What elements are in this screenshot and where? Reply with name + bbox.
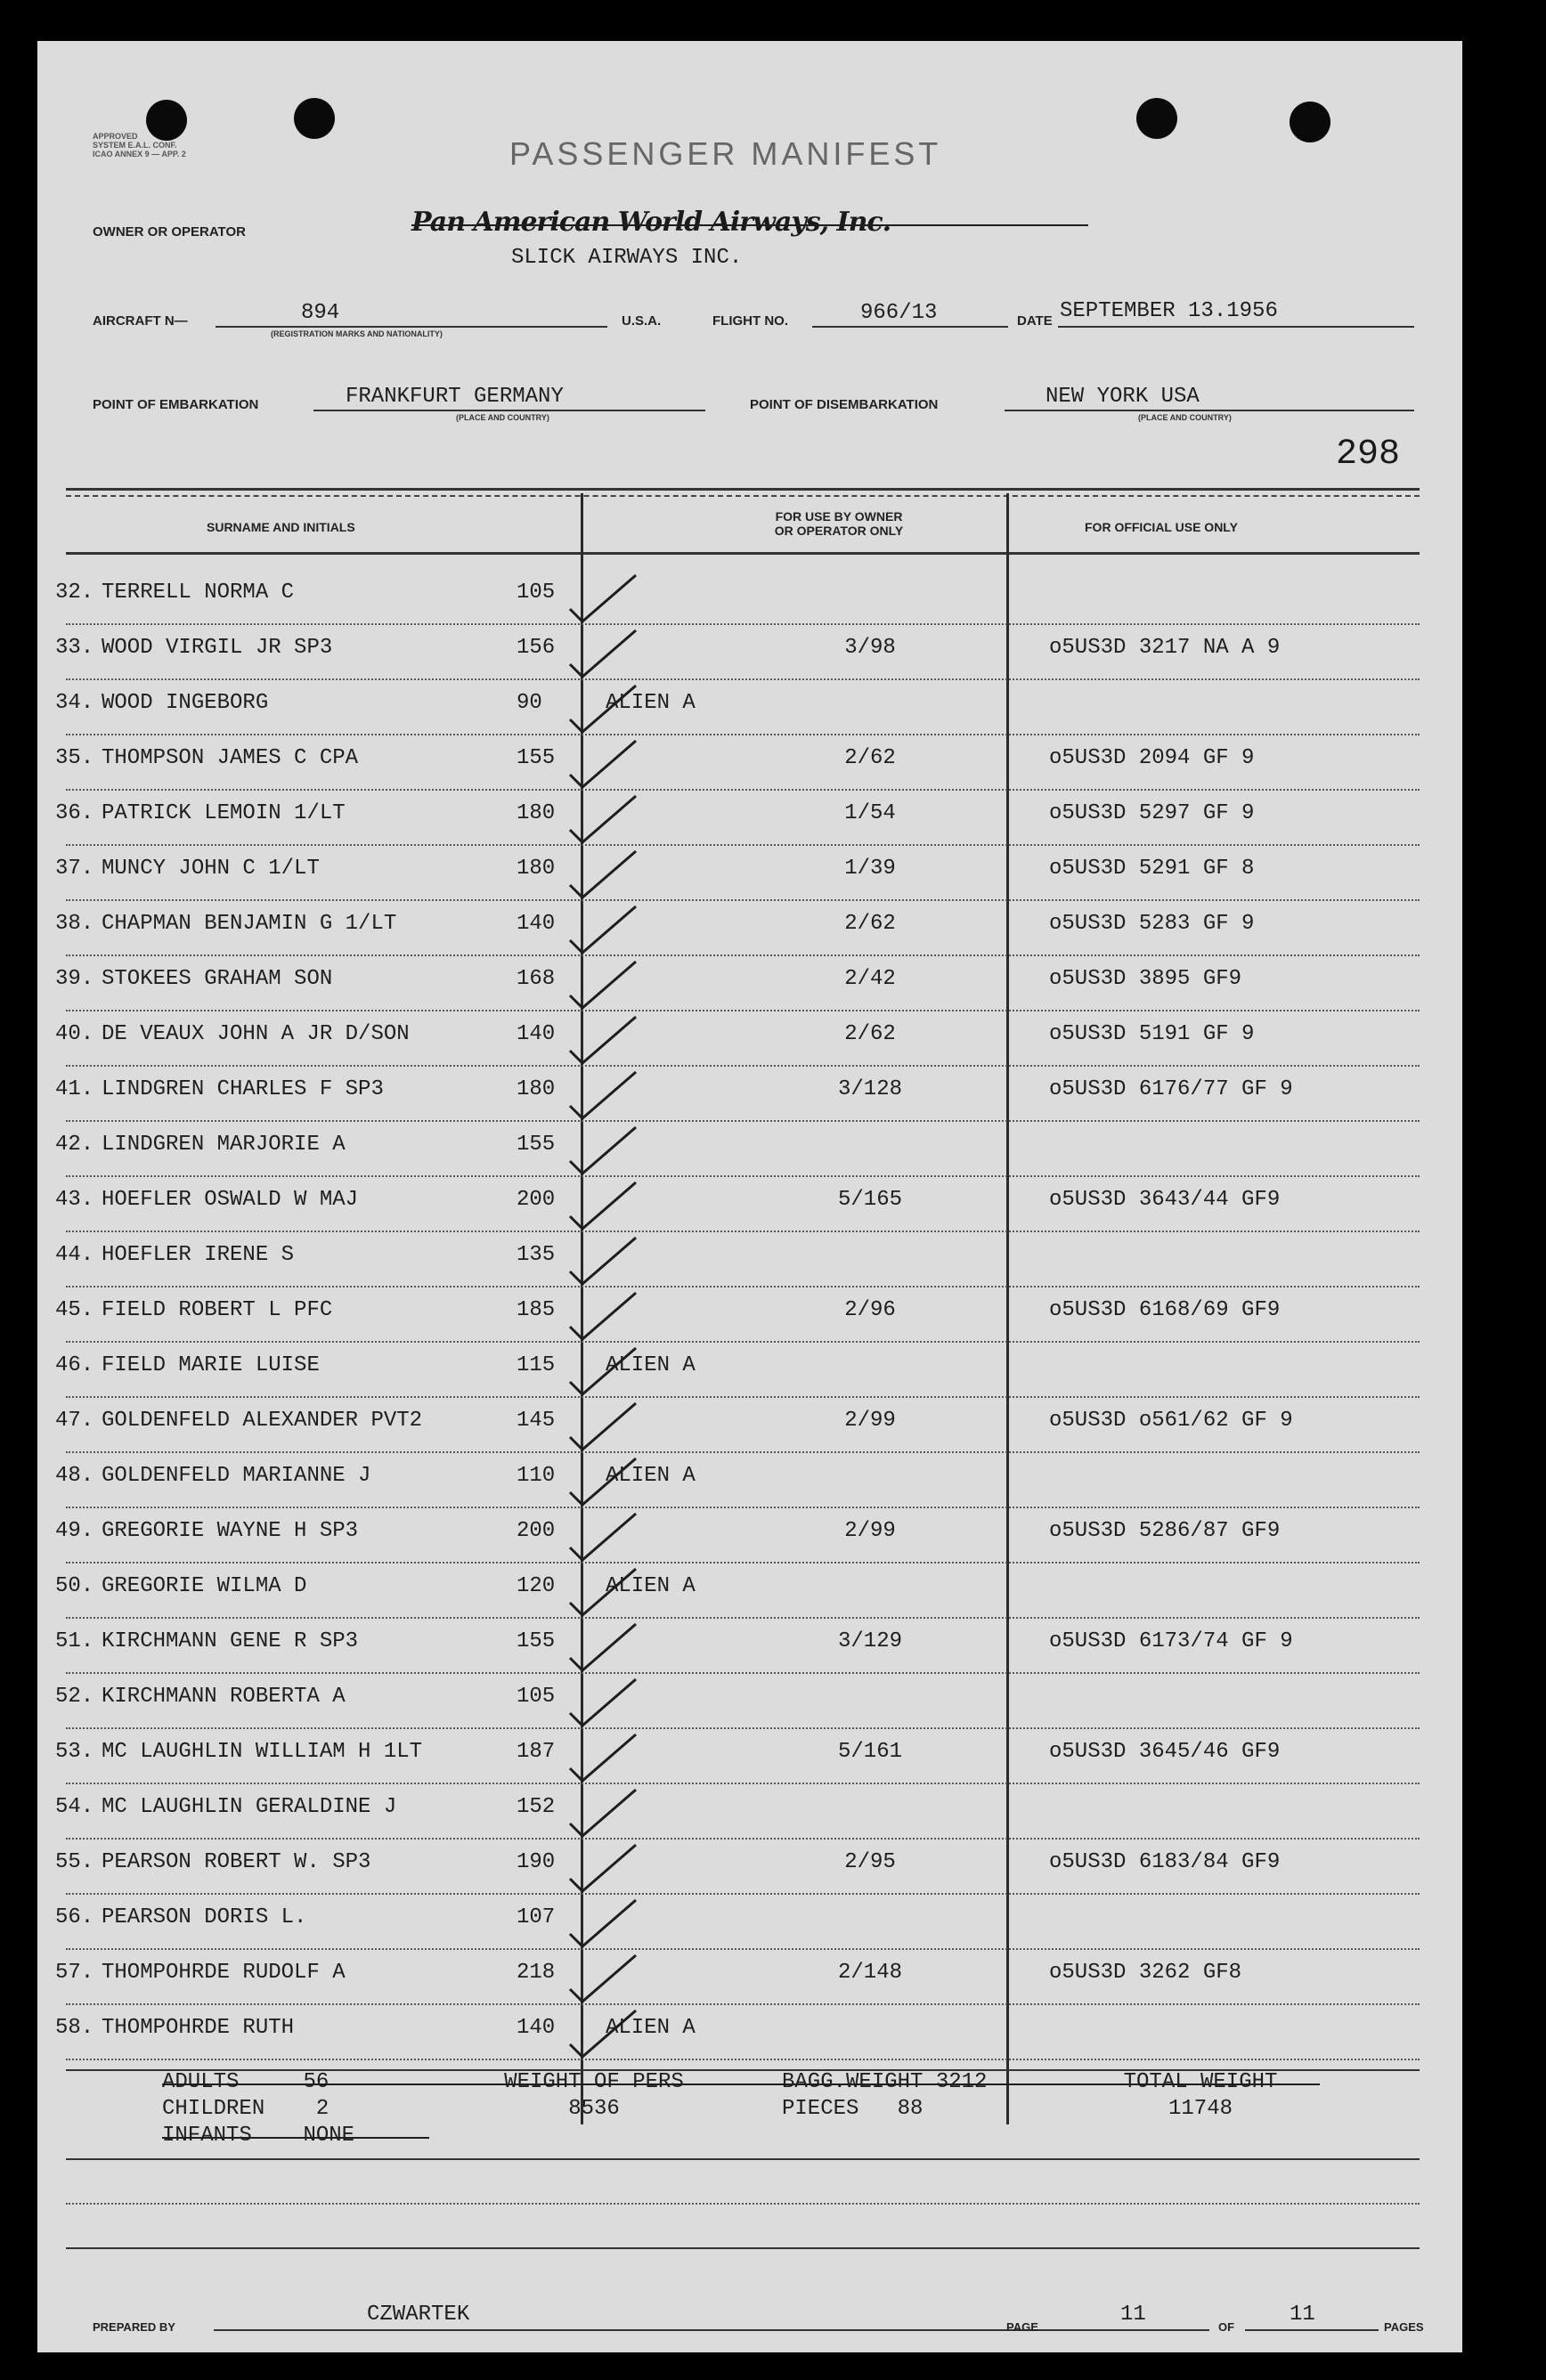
official-use-value: o5US3D 6168/69 GF9 bbox=[1049, 1298, 1281, 1322]
alien-note: ALIEN A bbox=[606, 691, 696, 715]
adults-value: 56 bbox=[303, 2070, 330, 2094]
prepared-label: PREPARED BY bbox=[93, 2320, 175, 2334]
approval-line: SYSTEM E.A.L. CONF. bbox=[93, 141, 177, 150]
check-mark-icon bbox=[563, 1950, 652, 2003]
check-mark-icon bbox=[563, 2005, 652, 2059]
passenger-weight: 155 bbox=[517, 1133, 556, 1157]
row-number: 57. bbox=[55, 1961, 94, 1985]
approval-line: APPROVED bbox=[93, 132, 138, 141]
official-use-value: o5US3D 5191 GF 9 bbox=[1049, 1022, 1255, 1046]
owner-use-value: 2/99 bbox=[844, 1519, 896, 1543]
passenger-weight: 180 bbox=[517, 1077, 556, 1101]
alien-note: ALIEN A bbox=[606, 1464, 696, 1488]
passenger-row bbox=[37, 2005, 1462, 2060]
aircraft-value: 894 bbox=[301, 301, 340, 325]
bagg-line bbox=[782, 2069, 987, 2096]
total-weight-label: TOTAL WEIGHT bbox=[1123, 2070, 1278, 2094]
row-number: 33. bbox=[55, 636, 94, 660]
check-mark-icon bbox=[563, 625, 652, 678]
check-mark-icon bbox=[563, 846, 652, 899]
passenger-name: KIRCHMANN ROBERTA A bbox=[102, 1685, 346, 1709]
passenger-row bbox=[37, 1508, 1462, 1564]
approval-line: ICAO ANNEX 9 — APP. 2 bbox=[93, 150, 186, 158]
passenger-name: WOOD INGEBORG bbox=[102, 691, 269, 715]
blank-line bbox=[66, 2203, 1420, 2205]
total-weight-value: 11748 bbox=[1168, 2097, 1233, 2121]
page-underline bbox=[1049, 2329, 1209, 2331]
row-number: 50. bbox=[55, 1574, 94, 1598]
passenger-weight: 115 bbox=[517, 1353, 556, 1377]
row-number: 36. bbox=[55, 801, 94, 825]
check-mark-icon bbox=[563, 1343, 652, 1396]
row-number: 56. bbox=[55, 1905, 94, 1929]
passenger-name: STOKEES GRAHAM SON bbox=[102, 967, 333, 991]
passenger-name: THOMPSON JAMES C CPA bbox=[102, 746, 359, 770]
of-value: 11 bbox=[1290, 2303, 1315, 2327]
check-mark-icon bbox=[563, 1729, 652, 1783]
form-title: PASSENGER MANIFEST bbox=[509, 135, 942, 172]
passenger-weight: 140 bbox=[517, 1022, 556, 1046]
row-rule bbox=[66, 2059, 1420, 2060]
infants-line bbox=[162, 2123, 354, 2149]
owner-use-value: 2/62 bbox=[844, 746, 896, 770]
owner-use-value: 2/62 bbox=[844, 912, 896, 936]
passenger-row bbox=[37, 1177, 1462, 1232]
check-mark-icon bbox=[563, 1619, 652, 1672]
total-weight bbox=[1103, 2069, 1298, 2123]
passenger-name: PEARSON ROBERT W. SP3 bbox=[102, 1850, 371, 1874]
owner-use-value: 1/39 bbox=[844, 857, 896, 881]
passenger-name: PEARSON DORIS L. bbox=[102, 1905, 307, 1929]
passenger-row bbox=[37, 901, 1462, 956]
owner-use-value: 2/62 bbox=[844, 1022, 896, 1046]
check-mark-icon bbox=[563, 1674, 652, 1727]
passenger-name: GREGORIE WILMA D bbox=[102, 1574, 307, 1598]
flight-underline bbox=[812, 326, 1008, 328]
owner-use-value: 2/96 bbox=[844, 1298, 896, 1322]
passenger-row bbox=[37, 846, 1462, 901]
official-use-value: o5US3D 2094 GF 9 bbox=[1049, 746, 1255, 770]
alien-note: ALIEN A bbox=[606, 2016, 696, 2040]
owner-value: SLICK AIRWAYS INC. bbox=[511, 246, 743, 270]
owner-use-value: 2/99 bbox=[844, 1409, 896, 1433]
passenger-row bbox=[37, 1674, 1462, 1729]
passenger-name: FIELD MARIE LUISE bbox=[102, 1353, 320, 1377]
official-use-value: o5US3D 6173/74 GF 9 bbox=[1049, 1629, 1293, 1653]
passenger-row bbox=[37, 1729, 1462, 1784]
totals-bottom-rule bbox=[66, 2158, 1420, 2160]
passenger-weight: 180 bbox=[517, 801, 556, 825]
column-owner-use-line: OR OPERATOR ONLY bbox=[774, 524, 904, 538]
check-mark-icon bbox=[563, 1232, 652, 1286]
passenger-name: KIRCHMANN GENE R SP3 bbox=[102, 1629, 359, 1653]
embark-label: POINT OF EMBARKATION bbox=[93, 397, 259, 412]
passenger-name: FIELD ROBERT L PFC bbox=[102, 1298, 333, 1322]
passenger-name: THOMPOHRDE RUTH bbox=[102, 2016, 295, 2040]
check-mark-icon bbox=[563, 791, 652, 844]
passenger-row bbox=[37, 956, 1462, 1011]
pieces-line bbox=[782, 2096, 987, 2123]
check-mark-icon bbox=[563, 680, 652, 734]
passenger-weight: 140 bbox=[517, 912, 556, 936]
passenger-row bbox=[37, 1619, 1462, 1674]
row-number: 55. bbox=[55, 1850, 94, 1874]
owner-use-value: 5/161 bbox=[837, 1740, 902, 1764]
aircraft-sub: (REGISTRATION MARKS AND NATIONALITY) bbox=[271, 329, 443, 338]
owner-strike-line bbox=[411, 224, 1088, 226]
disembark-sub: (PLACE AND COUNTRY) bbox=[1138, 413, 1232, 422]
adults-line bbox=[162, 2069, 354, 2096]
baggage-totals bbox=[782, 2069, 987, 2123]
passenger-weight: 156 bbox=[517, 636, 556, 660]
passenger-weight: 105 bbox=[517, 581, 556, 605]
check-mark-icon bbox=[563, 1177, 652, 1231]
check-mark-icon bbox=[563, 1564, 652, 1617]
official-use-value: o5US3D 6176/77 GF 9 bbox=[1049, 1077, 1293, 1101]
check-mark-icon bbox=[563, 1067, 652, 1120]
passenger-row bbox=[37, 1840, 1462, 1895]
check-mark-icon bbox=[563, 1453, 652, 1507]
passenger-row bbox=[37, 1011, 1462, 1067]
passenger-row bbox=[37, 791, 1462, 846]
passenger-weight: 155 bbox=[517, 746, 556, 770]
passenger-row bbox=[37, 1564, 1462, 1619]
prepared-value: CZWARTEK bbox=[367, 2303, 470, 2327]
passenger-weight: 200 bbox=[517, 1188, 556, 1212]
check-mark-icon bbox=[563, 570, 652, 623]
check-mark-icon bbox=[563, 1508, 652, 1562]
passenger-name: LINDGREN MARJORIE A bbox=[102, 1133, 346, 1157]
row-number: 41. bbox=[55, 1077, 94, 1101]
official-use-value: o5US3D o561/62 GF 9 bbox=[1049, 1409, 1293, 1433]
passenger-name: WOOD VIRGIL JR SP3 bbox=[102, 636, 333, 660]
aircraft-label: AIRCRAFT N— bbox=[93, 313, 188, 329]
embark-value: FRANKFURT GERMANY bbox=[346, 385, 564, 409]
official-use-value: o5US3D 5291 GF 8 bbox=[1049, 857, 1255, 881]
totals-strike-line bbox=[162, 2137, 429, 2139]
check-mark-icon bbox=[563, 1011, 652, 1065]
flight-value: 966/13 bbox=[860, 301, 938, 325]
row-number: 39. bbox=[55, 967, 94, 991]
passenger-row bbox=[37, 1232, 1462, 1287]
infants-value: NONE bbox=[303, 2124, 355, 2148]
passenger-name: HOEFLER IRENE S bbox=[102, 1243, 295, 1267]
owner-use-value: 3/129 bbox=[837, 1629, 902, 1653]
disembark-underline bbox=[1005, 410, 1414, 411]
column-owner-use-line: FOR USE BY OWNER bbox=[775, 509, 903, 524]
of-underline bbox=[1245, 2329, 1379, 2331]
check-mark-icon bbox=[563, 1840, 652, 1893]
column-owner-use bbox=[670, 509, 1008, 538]
row-number: 42. bbox=[55, 1133, 94, 1157]
column-official: FOR OFFICIAL USE ONLY bbox=[1085, 520, 1238, 534]
passenger-name: GREGORIE WAYNE H SP3 bbox=[102, 1519, 359, 1543]
weight-pers-label: WEIGHT OF PERS bbox=[504, 2070, 684, 2094]
children-label: CHILDREN bbox=[162, 2097, 265, 2121]
passenger-weight: 218 bbox=[517, 1961, 556, 1985]
owner-use-value: 2/42 bbox=[844, 967, 896, 991]
totals-strike-line bbox=[162, 2084, 1320, 2085]
passenger-row bbox=[37, 1398, 1462, 1453]
check-mark-icon bbox=[563, 1287, 652, 1341]
official-use-value: o5US3D 5286/87 GF9 bbox=[1049, 1519, 1281, 1543]
check-mark-icon bbox=[563, 1784, 652, 1838]
official-use-value: o5US3D 5283 GF 9 bbox=[1049, 912, 1255, 936]
passenger-name: GOLDENFELD MARIANNE J bbox=[102, 1464, 371, 1488]
pieces-value: 88 bbox=[897, 2097, 924, 2121]
passenger-row bbox=[37, 1287, 1462, 1343]
passenger-list bbox=[37, 570, 1462, 2060]
passenger-name: GOLDENFELD ALEXANDER PVT2 bbox=[102, 1409, 423, 1433]
check-mark-icon bbox=[563, 1398, 652, 1451]
passenger-weight: 152 bbox=[517, 1795, 556, 1819]
bagg-label: BAGG.WEIGHT bbox=[782, 2070, 924, 2094]
disembark-value: NEW YORK USA bbox=[1046, 385, 1200, 409]
passenger-name: LINDGREN CHARLES F SP3 bbox=[102, 1077, 384, 1101]
table-top-rule bbox=[66, 488, 1420, 491]
passenger-row bbox=[37, 735, 1462, 791]
row-number: 43. bbox=[55, 1188, 94, 1212]
passenger-weight: 168 bbox=[517, 967, 556, 991]
official-use-value: o5US3D 3262 GF8 bbox=[1049, 1961, 1242, 1985]
alien-note: ALIEN A bbox=[606, 1353, 696, 1377]
owner-struck-name: Pan American World Airways, Inc. bbox=[411, 207, 891, 238]
passenger-weight: 90 bbox=[517, 691, 542, 715]
of-label: OF bbox=[1218, 2320, 1235, 2334]
passenger-name: DE VEAUX JOHN A JR D/SON bbox=[102, 1022, 410, 1046]
passenger-row bbox=[37, 1895, 1462, 1950]
row-number: 58. bbox=[55, 2016, 94, 2040]
page-label: PAGE bbox=[1006, 2320, 1038, 2334]
page-value: 11 bbox=[1120, 2303, 1146, 2327]
passenger-name: MC LAUGHLIN WILLIAM H 1LT bbox=[102, 1740, 423, 1764]
passenger-row bbox=[37, 680, 1462, 735]
passenger-weight: 187 bbox=[517, 1740, 556, 1764]
owner-use-value: 2/95 bbox=[844, 1850, 896, 1874]
passenger-row bbox=[37, 1453, 1462, 1508]
passenger-weight: 107 bbox=[517, 1905, 556, 1929]
passenger-name: CHAPMAN BENJAMIN G 1/LT bbox=[102, 912, 397, 936]
row-number: 52. bbox=[55, 1685, 94, 1709]
disembark-label: POINT OF DISEMBARKATION bbox=[750, 397, 939, 412]
date-value: SEPTEMBER 13.1956 bbox=[1060, 299, 1278, 323]
row-number: 54. bbox=[55, 1795, 94, 1819]
official-use-value: o5US3D 6183/84 GF9 bbox=[1049, 1850, 1281, 1874]
column-surname: SURNAME AND INITIALS bbox=[207, 520, 355, 534]
row-number: 40. bbox=[55, 1022, 94, 1046]
passenger-name: HOEFLER OSWALD W MAJ bbox=[102, 1188, 359, 1212]
passenger-weight: 180 bbox=[517, 857, 556, 881]
passenger-row bbox=[37, 1343, 1462, 1398]
passenger-name: THOMPOHRDE RUDOLF A bbox=[102, 1961, 346, 1985]
official-use-value: o5US3D 3895 GF9 bbox=[1049, 967, 1242, 991]
embark-underline bbox=[313, 410, 705, 411]
owner-label: OWNER OR OPERATOR bbox=[93, 224, 246, 240]
infants-label: INFANTS bbox=[162, 2124, 252, 2148]
date-label: DATE bbox=[1017, 313, 1053, 329]
children-value: 2 bbox=[315, 2097, 330, 2121]
passenger-weight: 110 bbox=[517, 1464, 556, 1488]
children-line bbox=[162, 2096, 354, 2123]
alien-note: ALIEN A bbox=[606, 1574, 696, 1598]
row-number: 34. bbox=[55, 691, 94, 715]
passenger-weight: 155 bbox=[517, 1629, 556, 1653]
passenger-weight: 145 bbox=[517, 1409, 556, 1433]
aircraft-underline bbox=[216, 326, 607, 328]
check-mark-icon bbox=[563, 956, 652, 1010]
adults-label: ADULTS bbox=[162, 2070, 240, 2094]
row-number: 38. bbox=[55, 912, 94, 936]
row-number: 51. bbox=[55, 1629, 94, 1653]
check-mark-icon bbox=[563, 1122, 652, 1175]
date-underline bbox=[1058, 326, 1414, 328]
prepared-underline bbox=[214, 2329, 1051, 2331]
row-number: 44. bbox=[55, 1243, 94, 1267]
pages-label: PAGES bbox=[1384, 2320, 1424, 2334]
official-use-value: o5US3D 5297 GF 9 bbox=[1049, 801, 1255, 825]
punch-hole bbox=[1290, 102, 1330, 142]
row-number: 37. bbox=[55, 857, 94, 881]
row-number: 49. bbox=[55, 1519, 94, 1543]
manifest-sheet bbox=[37, 41, 1462, 2352]
passenger-name: MC LAUGHLIN GERALDINE J bbox=[102, 1795, 397, 1819]
passenger-weight: 190 bbox=[517, 1850, 556, 1874]
passenger-row bbox=[37, 1784, 1462, 1840]
weight-of-persons bbox=[474, 2069, 714, 2123]
passenger-weight: 105 bbox=[517, 1685, 556, 1709]
check-mark-icon bbox=[563, 1895, 652, 1948]
passenger-row bbox=[37, 570, 1462, 625]
passenger-weight: 185 bbox=[517, 1298, 556, 1322]
approval-note bbox=[93, 132, 186, 158]
weight-pers-value: 8536 bbox=[568, 2097, 620, 2121]
official-use-value: o5US3D 3643/44 GF9 bbox=[1049, 1188, 1281, 1212]
row-number: 32. bbox=[55, 581, 94, 605]
flight-label: FLIGHT NO. bbox=[712, 313, 788, 329]
bagg-value: 3212 bbox=[935, 2070, 988, 2094]
owner-use-value: 3/128 bbox=[837, 1077, 902, 1101]
blank-line bbox=[66, 2247, 1420, 2249]
passenger-row bbox=[37, 1950, 1462, 2005]
punch-hole bbox=[1136, 98, 1177, 139]
row-number: 35. bbox=[55, 746, 94, 770]
owner-use-value: 3/98 bbox=[844, 636, 896, 660]
page-stamp: 298 bbox=[1336, 435, 1401, 475]
passenger-name: PATRICK LEMOIN 1/LT bbox=[102, 801, 346, 825]
passenger-row bbox=[37, 625, 1462, 680]
row-number: 45. bbox=[55, 1298, 94, 1322]
official-use-value: o5US3D 3645/46 GF9 bbox=[1049, 1740, 1281, 1764]
check-mark-icon bbox=[563, 735, 652, 789]
official-use-value: o5US3D 3217 NA A 9 bbox=[1049, 636, 1281, 660]
row-number: 53. bbox=[55, 1740, 94, 1764]
row-number: 48. bbox=[55, 1464, 94, 1488]
passenger-weight: 140 bbox=[517, 2016, 556, 2040]
owner-use-value: 1/54 bbox=[844, 801, 896, 825]
punch-hole bbox=[294, 98, 335, 139]
header-bottom-rule bbox=[66, 552, 1420, 555]
passenger-name: MUNCY JOHN C 1/LT bbox=[102, 857, 320, 881]
check-mark-icon bbox=[563, 901, 652, 954]
owner-use-value: 5/165 bbox=[837, 1188, 902, 1212]
passenger-name: TERRELL NORMA C bbox=[102, 581, 295, 605]
usa-label: U.S.A. bbox=[622, 313, 662, 329]
passenger-row bbox=[37, 1122, 1462, 1177]
row-number: 47. bbox=[55, 1409, 94, 1433]
passenger-weight: 120 bbox=[517, 1574, 556, 1598]
passenger-weight: 135 bbox=[517, 1243, 556, 1267]
passenger-weight: 200 bbox=[517, 1519, 556, 1543]
table-top-rule-2 bbox=[66, 495, 1420, 497]
row-number: 46. bbox=[55, 1353, 94, 1377]
passenger-row bbox=[37, 1067, 1462, 1122]
owner-use-value: 2/148 bbox=[837, 1961, 902, 1985]
pieces-label: PIECES bbox=[782, 2097, 859, 2121]
embark-sub: (PLACE AND COUNTRY) bbox=[456, 413, 549, 422]
